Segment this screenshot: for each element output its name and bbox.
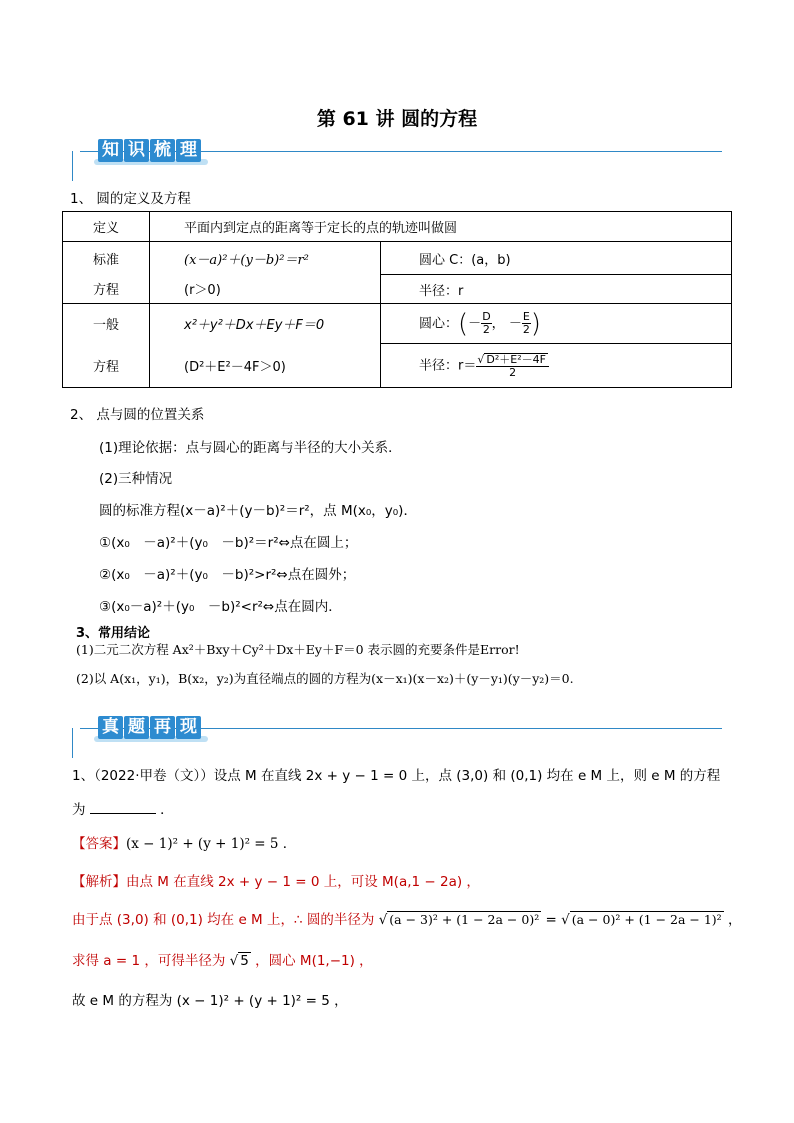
item3-line: (1)二元二次方程 Ax²＋Bxy＋Cy²＋Dx＋Ey＋F＝0 表示圆的充要条件是Error! — [76, 642, 520, 657]
item2-line: ②(x₀ －a)²＋(y₀ －b)²>r²⇔点在圆外； — [99, 567, 356, 583]
gen-equation: x²＋y²＋Dx＋Ey＋F＝0 — [150, 304, 381, 344]
std-radius: 半径：r — [381, 275, 732, 304]
problem-line-1: 1、（2022·甲卷（文））设点 M 在直线 2x + y − 1 = 0 上，点 (3,0) 和 (0,1) 均在 e M 上，则 e M 的方程 — [72, 768, 721, 784]
header-rule-vertical — [72, 151, 73, 181]
gen-condition: (D²＋E²－4F＞0) — [150, 344, 381, 388]
header-char: 知 — [98, 139, 123, 162]
analysis-line-2: 由于点 (3,0) 和 (0,1) 均在 e M 上，∴ 圆的半径为 √ (a − 3)² + (1 − 2a − 0)² = √ (a − 0)² + (1 − 2a − 1)² ， — [72, 912, 742, 928]
answer-text: (x − 1)² + (y + 1)² = 5 ． — [126, 836, 297, 852]
answer-tag: 【答案】 — [72, 836, 126, 852]
section-header-exam — [72, 716, 722, 758]
header-char: 识 — [124, 139, 149, 162]
analysis-line-4: 故 e M 的方程为 (x − 1)² + (y + 1)² = 5 ， — [72, 993, 348, 1009]
std-label-1: 标准 — [63, 242, 150, 275]
std-equation: (x－a)²＋(y－b)²＝r² — [150, 242, 381, 275]
item1-heading: 1、 圆的定义及方程 — [70, 191, 191, 207]
item3-line: (2)以 A(x₁，y₁)，B(x₂，y₂)为直径端点的圆的方程为(x－x₁)(x－x₂)＋(y－y₁)(y－y₂)＝0. — [76, 671, 574, 686]
header-char: 梳 — [150, 139, 175, 162]
circle-definition-table — [62, 211, 732, 388]
header-char: 真 — [98, 716, 123, 739]
gen-label-2: 方程 — [63, 344, 150, 388]
analysis-line-3: 求得 a = 1 ，可得半径为 √ 5 ，圆心 M(1,−1) ， — [72, 953, 373, 969]
std-condition: (r＞0) — [150, 275, 381, 304]
header-char: 再 — [150, 716, 175, 739]
header-char: 理 — [176, 139, 201, 162]
header-char: 现 — [176, 716, 201, 739]
item2-line: 圆的标准方程(x－a)²＋(y－b)²＝r²，点 M(x₀，y₀)． — [99, 503, 417, 519]
std-label-2: 方程 — [63, 275, 150, 304]
section-header-knowledge — [72, 139, 722, 181]
analysis-tag: 【解析】 — [72, 874, 126, 890]
item2-line: (1)理论依据：点与圆心的距离与半径的大小关系． — [99, 440, 402, 456]
page-title: 第 61 讲 圆的方程 — [316, 108, 478, 130]
gen-radius: 半径：r＝ $\frac{\text{√ D²＋E²－4F}}{2}$ — [381, 344, 732, 388]
gen-label-1: 一般 — [63, 304, 150, 344]
item2-line: ③(x₀－a)²＋(y₀ －b)²<r²⇔点在圆内． — [99, 599, 342, 615]
analysis-line-1: 【解析】由点 M 在直线 2x + y − 1 = 0 上，可设 M(a,1 − 2a) ， — [72, 874, 480, 890]
item3-heading: 3、常用结论 — [76, 626, 151, 641]
std-center: 圆心 C：(a，b) — [381, 242, 732, 275]
def-label: 定义 — [63, 212, 150, 242]
header-char: 题 — [124, 716, 149, 739]
item2-line: (2)三种情况 — [99, 471, 173, 487]
problem-line-2: 为 ． — [72, 802, 174, 818]
answer-blank — [90, 801, 156, 814]
item2-heading: 2、 点与圆的位置关系 — [70, 407, 205, 423]
item2-line: ①(x₀ －a)²＋(y₀ －b)²＝r²⇔点在圆上； — [99, 535, 358, 551]
def-text: 平面内到定点的距离等于定长的点的轨迹叫做圆 — [150, 212, 732, 242]
answer-line — [72, 832, 296, 852]
gen-center: 圆心：(－ $\frac{D}{2}$ ， － $\frac{E}{2}$ ) — [381, 304, 732, 344]
header-rule-vertical — [72, 728, 73, 758]
